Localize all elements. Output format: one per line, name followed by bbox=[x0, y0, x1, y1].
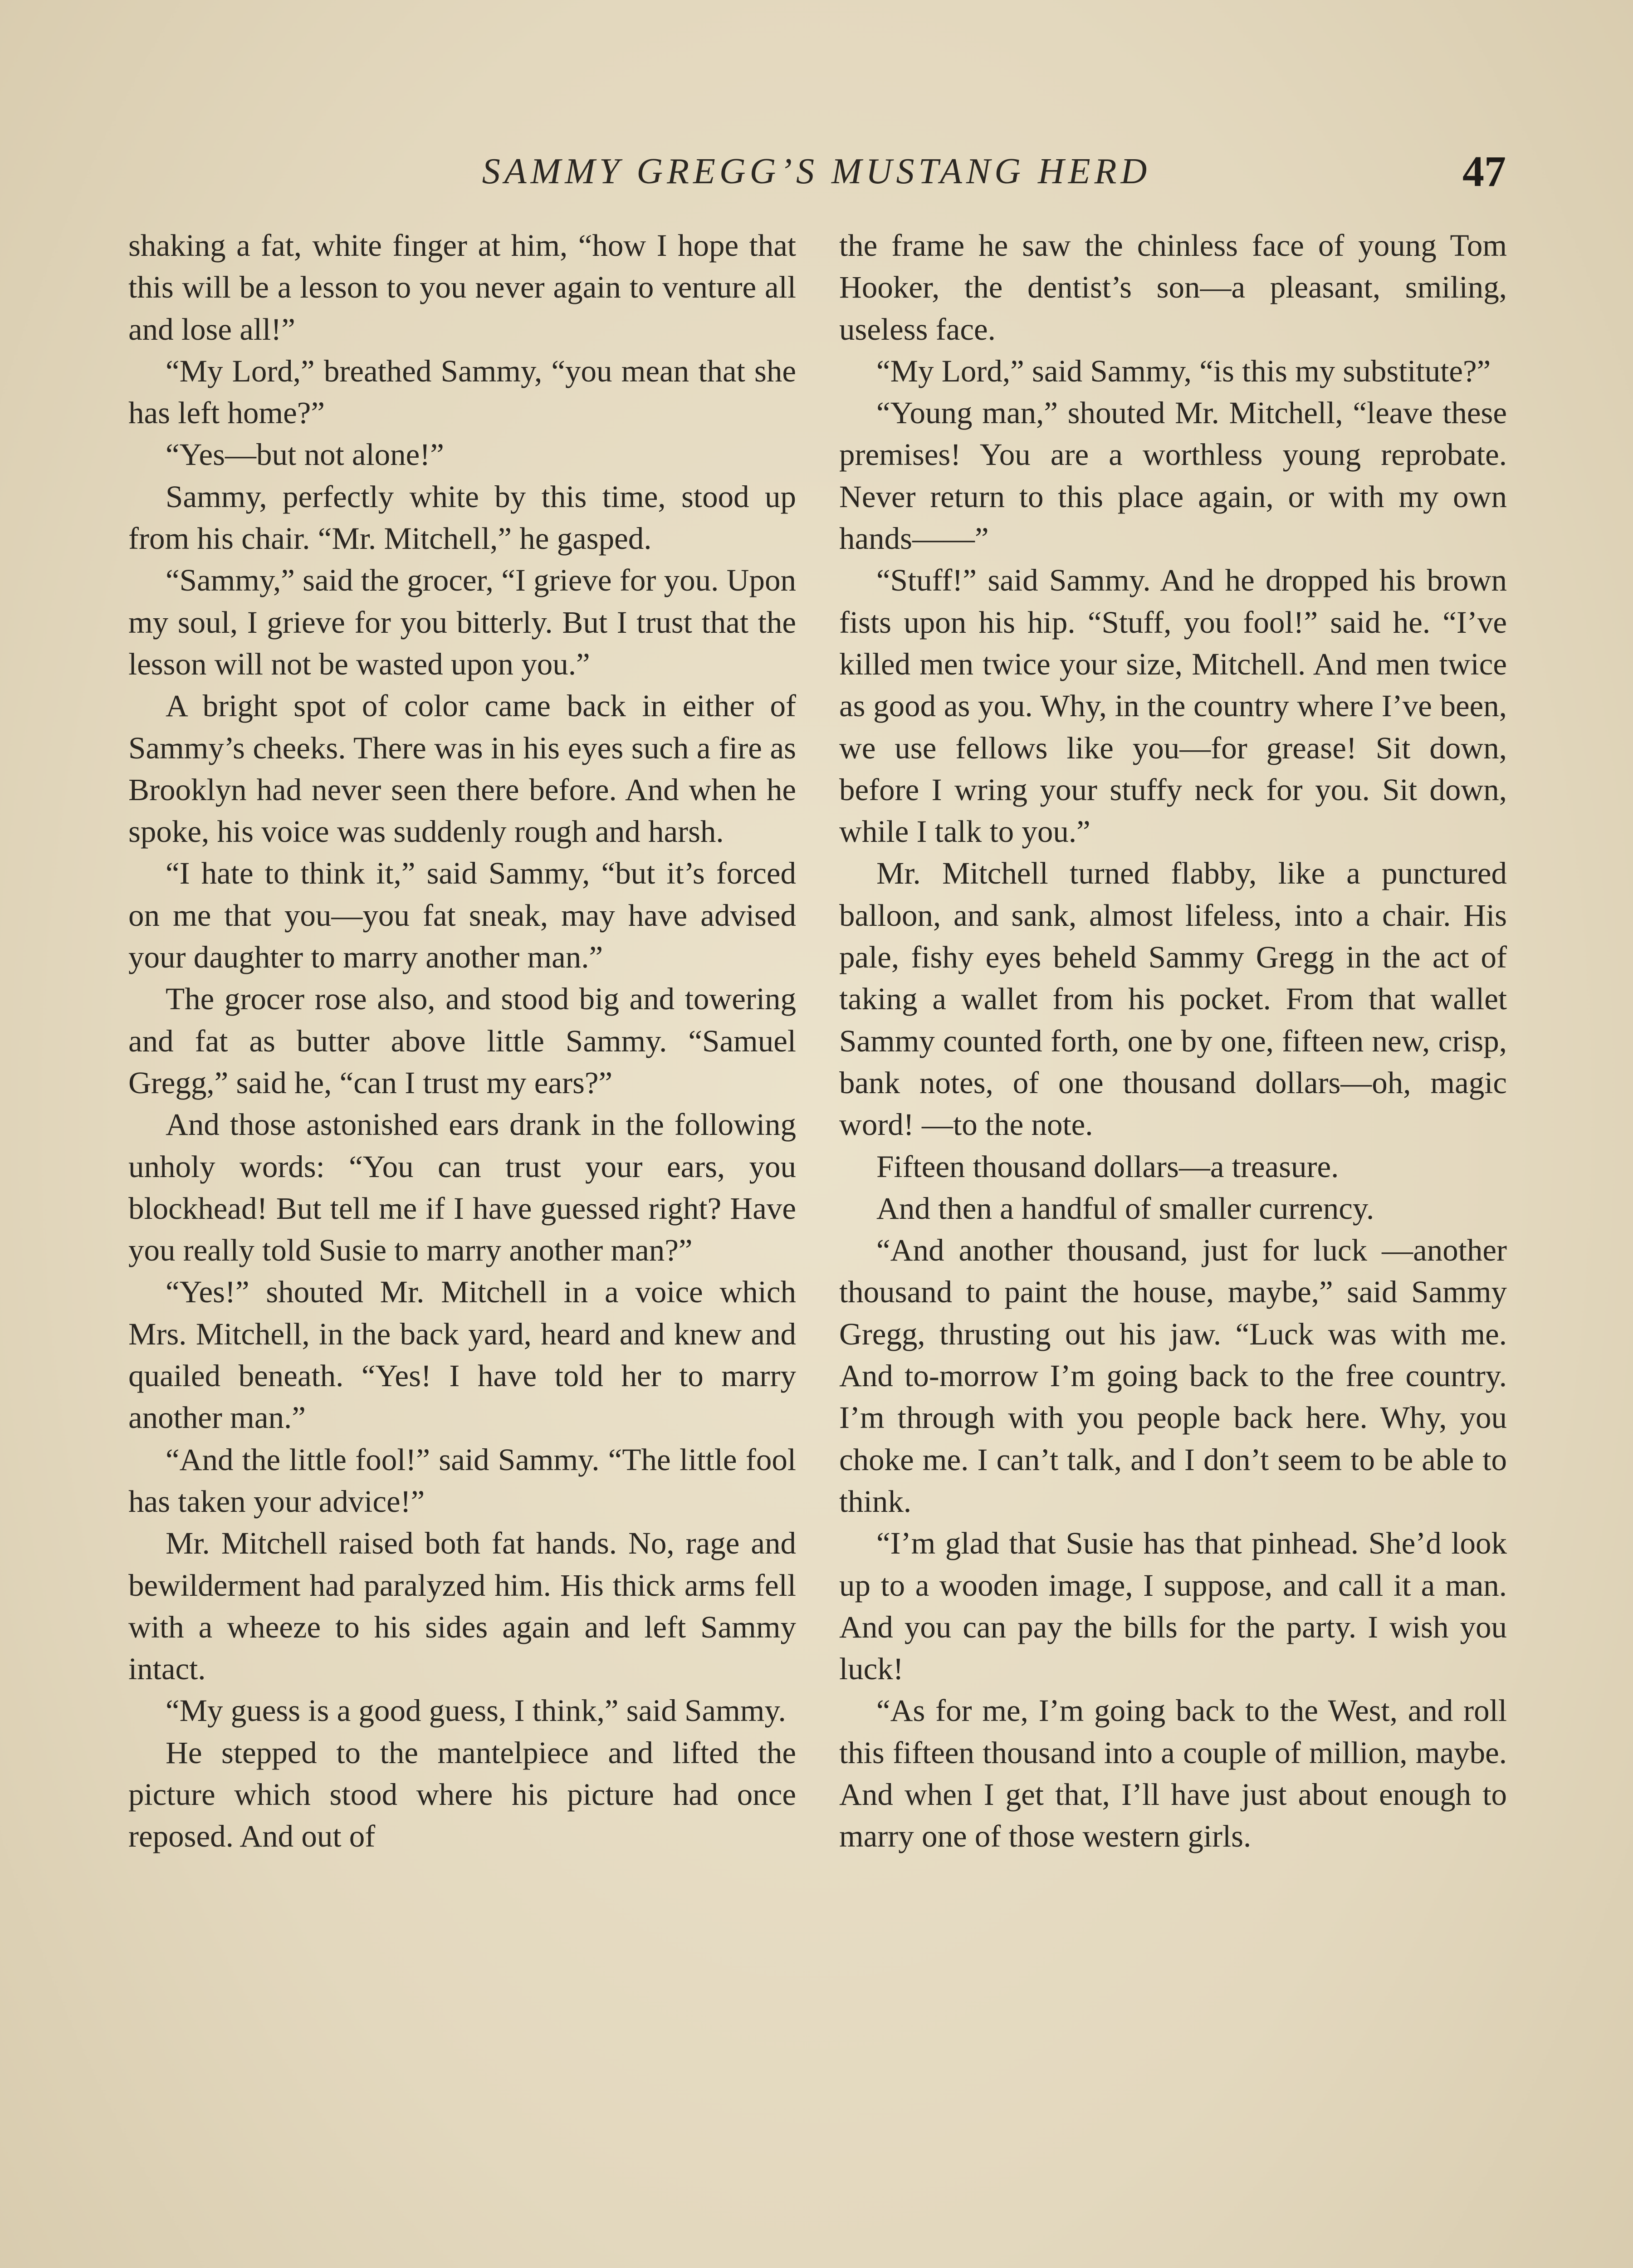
paragraph: “My Lord,” breathed Sammy, “you mean that she has left home?” bbox=[128, 353, 796, 430]
paragraph: “Young man,” shouted Mr. Mitchell, “leave these premises! You are a worthless young reprobate. Never return to this place again, or with my own hands——” bbox=[839, 396, 1507, 556]
paragraph: And then a handful of smaller currency. bbox=[876, 1191, 1374, 1226]
paragraph: Fifteen thousand dollars—a treasure. bbox=[876, 1149, 1339, 1184]
paragraph: “Yes—but not alone!” bbox=[166, 437, 444, 472]
paragraph: “Stuff!” said Sammy. And he dropped his brown fists upon his hip. “Stuff, you fool!” said he. “I’ve killed men twice your size, Mitchell. And men twice as good as you. Why, in the country where I’ve been, we use fellows like you—for grease! Sit down, before I wring your stuffy neck for you. Sit down, while I talk to you.” bbox=[839, 563, 1507, 849]
paragraph: Mr. Mitchell raised both fat hands. No, rage and bewilderment had paralyzed him. His thick arms fell with a wheeze to his sides again and left Sammy intact. bbox=[128, 1526, 796, 1686]
paragraph: And those astonished ears drank in the following unholy words: “You can trust your ears, you blockhead! But tell me if I have guessed right? Have you really told Susie to marry another man?” bbox=[128, 1107, 796, 1268]
paragraph: “Yes!” shouted Mr. Mitchell in a voice which Mrs. Mitchell, in the back yard, heard and knew and quailed beneath. “Yes! I have told her to marry another man.” bbox=[128, 1275, 796, 1435]
paragraph: He stepped to the mantelpiece and lifted the picture which stood where his picture had once reposed. And out of bbox=[128, 1735, 796, 1854]
paragraph: the frame he saw the chinless face of young Tom Hooker, the dentist’s son—a pleasant, smiling, useless face. bbox=[839, 228, 1507, 347]
paragraph: “And the little fool!” said Sammy. “The little fool has taken your advice!” bbox=[128, 1442, 796, 1519]
left-column bbox=[128, 225, 796, 1857]
paragraph: Sammy, perfectly white by this time, stood up from his chair. “Mr. Mitchell,” he gasped. bbox=[128, 479, 796, 556]
paragraph: “My guess is a good guess, I think,” said Sammy. bbox=[166, 1693, 786, 1728]
paragraph: Mr. Mitchell turned flabby, like a punctured balloon, and sank, almost lifeless, into a chair. His pale, fishy eyes beheld Sammy Gregg in the act of taking a wallet from his pocket. From that wallet Sammy counted forth, one by one, fifteen new, crisp, bank notes, of one thousand dollars—oh, magic word! —to the note. bbox=[839, 856, 1507, 1142]
page-header bbox=[127, 144, 1506, 199]
page-number: 47 bbox=[1462, 147, 1506, 196]
right-column bbox=[839, 225, 1507, 1857]
paragraph: The grocer rose also, and stood big and towering and fat as butter above little Sammy. “Samuel Gregg,” said he, “can I trust my ears?” bbox=[128, 982, 796, 1100]
paragraph: “I’m glad that Susie has that pinhead. She’d look up to a wooden image, I suppose, and call it a man. And you can pay the bills for the party. I wish you luck! bbox=[839, 1526, 1507, 1686]
paragraph: “As for me, I’m going back to the West, and roll this fifteen thousand into a couple of million, maybe. And when I get that, I’ll have just about enough to marry one of those western girls. bbox=[839, 1693, 1507, 1854]
running-head-title: SAMMY GREGG’S MUSTANG HERD bbox=[482, 152, 1151, 191]
paragraph: shaking a fat, white finger at him, “how I hope that this will be a lesson to you never again to venture all and lose all!” bbox=[128, 228, 796, 347]
paragraph: A bright spot of color came back in either of Sammy’s cheeks. There was in his eyes such a fire as Brooklyn had never seen there before. And when he spoke, his voice was suddenly rough and harsh. bbox=[128, 689, 796, 849]
paragraph: “My Lord,” said Sammy, “is this my substitute?” bbox=[876, 353, 1491, 388]
paragraph: “I hate to think it,” said Sammy, “but it’s forced on me that you—you fat sneak, may have advised your daughter to marry another man.” bbox=[128, 856, 796, 975]
paragraph: “Sammy,” said the grocer, “I grieve for you. Upon my soul, I grieve for you bitterly. But I trust that the lesson will not be wasted upon you.” bbox=[128, 563, 796, 681]
paragraph: “And another thousand, just for luck —another thousand to paint the house, maybe,” said Sammy Gregg, thrusting out his jaw. “Luck was with me. And to-morrow I’m going back to the free country. I’m through with you people back here. Why, you choke me. I can’t talk, and I don’t seem to be able to think. bbox=[839, 1233, 1507, 1519]
